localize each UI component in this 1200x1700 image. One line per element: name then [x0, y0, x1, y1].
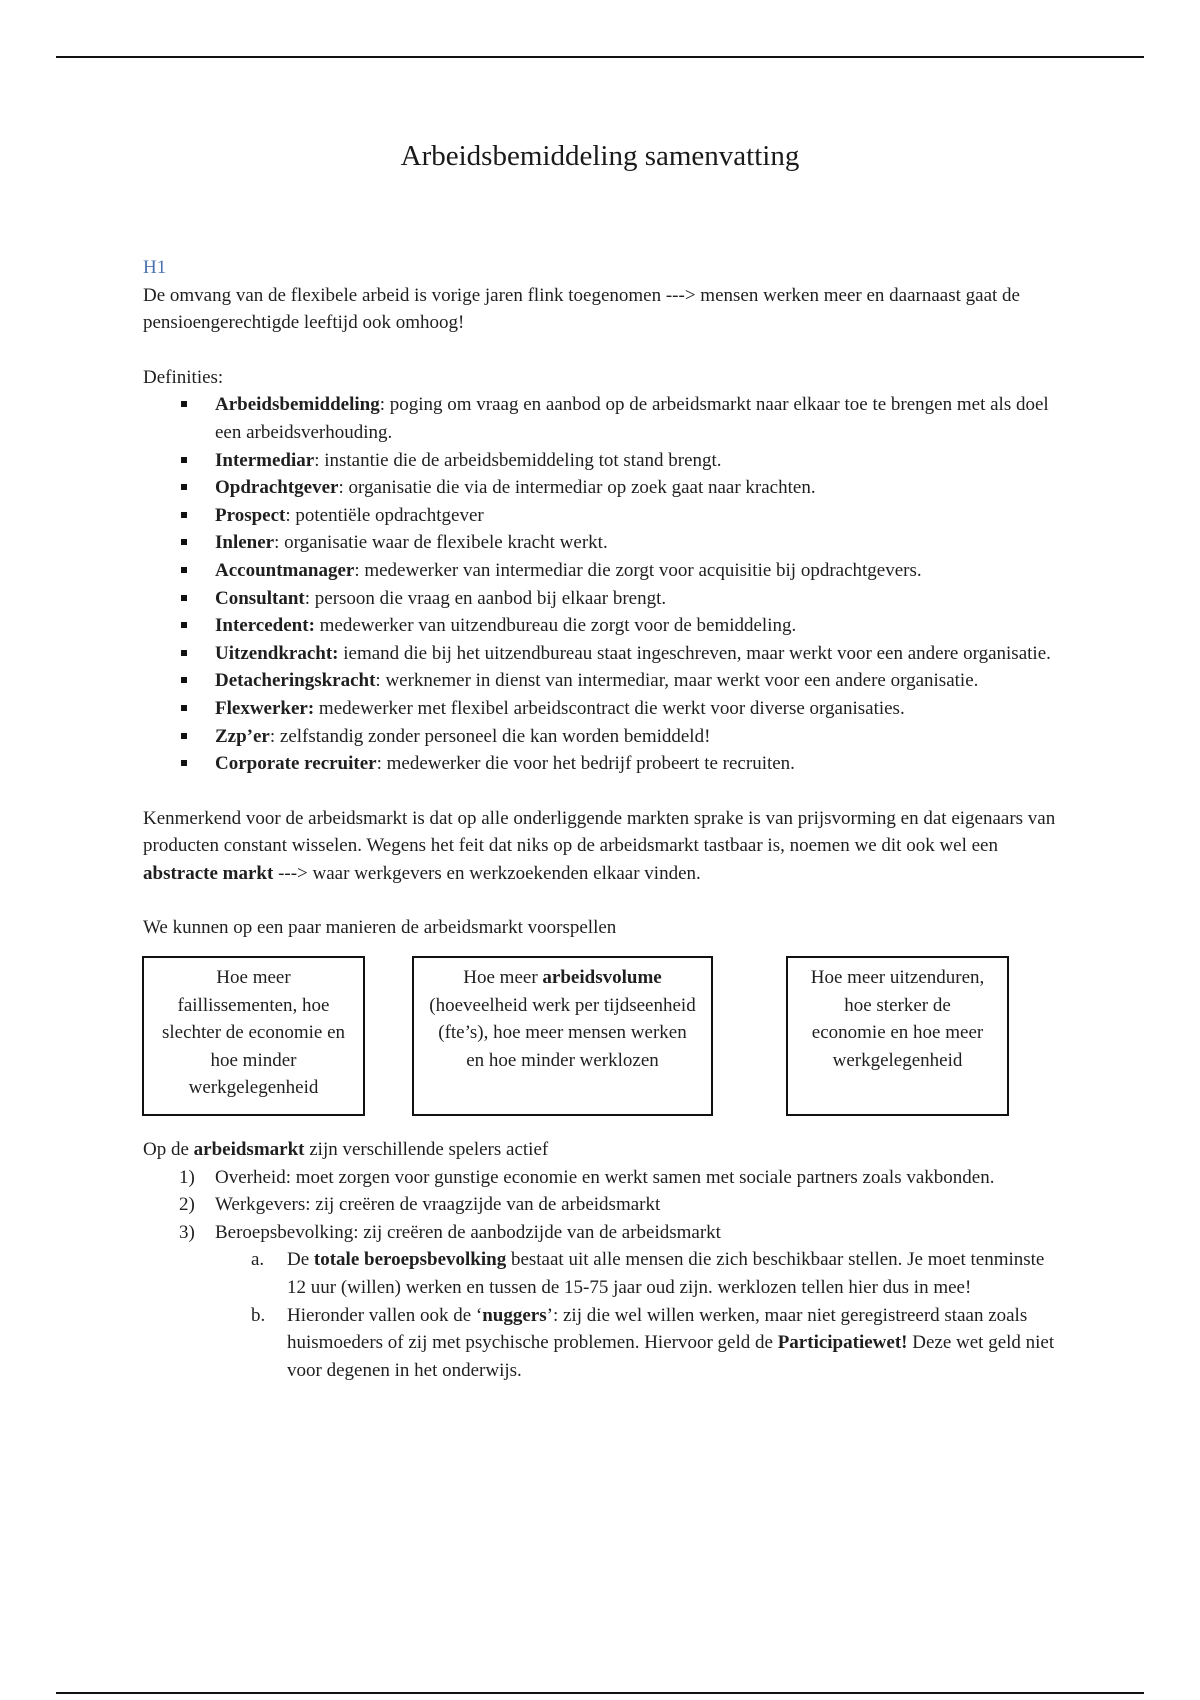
definition-item: Consultant: persoon die vraag en aanbod bij elkaar brengt.: [215, 585, 1063, 613]
prediction-box-arbeidsvolume: Hoe meer arbeidsvolume (hoeveelheid werk per tijdseenheid (fte’s), hoe meer mensen werken en hoe minder werklozen: [412, 956, 713, 1116]
definition-item: Zzp’er: zelfstandig zonder personeel die kan worden bemiddeld!: [215, 723, 1063, 751]
definition-item: Inlener: organisatie waar de flexibele kracht werkt.: [215, 529, 1063, 557]
player-item: 2) Werkgevers: zij creëren de vraagzijde van de arbeidsmarkt: [179, 1194, 661, 1216]
definitions-label: Definities:: [143, 366, 224, 388]
document-body: [143, 254, 1063, 1384]
sub-item-b: b. Hieronder vallen ook de ‘nuggers’: zij die wel willen werken, maar niet geregistreerd staan zoals huismoeders of zij met psychische problemen. Hiervoor geld de Participatiewet! Deze wet geld niet voor degenen in het onderwijs.: [251, 1304, 1055, 1381]
prediction-box-faillissementen: Hoe meer faillissementen, hoe slechter de economie en hoe minder werkgelegenheid: [142, 956, 365, 1116]
definition-item: Arbeidsbemiddeling: poging om vraag en aanbod op de arbeidsmarkt naar elkaar toe te brengen met als doel een arbeidsverhouding.: [215, 391, 1063, 446]
definition-item: Uitzendkracht: iemand die bij het uitzendbureau staat ingeschreven, maar werkt voor een andere organisatie.: [215, 640, 1063, 668]
sub-item-a: a. De totale beroepsbevolking bestaat uit alle mensen die zich beschikbaar stellen. Je moet tenminste 12 uur (willen) werken en tussen de 15-75 jaar oud zijn. werklozen tellen hier dus in mee!: [251, 1249, 1045, 1299]
page-title: Arbeidsbemiddeling samenvatting: [400, 140, 800, 172]
player-item: 1) Overheid: moet zorgen voor gunstige economie en werkt samen met sociale partners zoals vakbonden.: [179, 1166, 995, 1188]
predict-text: We kunnen op een paar manieren de arbeidsmarkt voorspellen: [143, 917, 617, 939]
prediction-boxes: [143, 956, 1063, 1122]
bottom-rule: [56, 1692, 1144, 1694]
intro-paragraph: De omvang van de flexibele arbeid is vorige jaren flink toegenomen ---> mensen werken meer en daarnaast gaat de pensioengerechtigde leeftijd ook omhoog!: [143, 284, 1020, 334]
definitions-list: [143, 391, 1063, 777]
definition-item: Intermediar: instantie die de arbeidsbemiddeling tot stand brengt.: [215, 447, 1063, 475]
player-item: 3) Beroepsbevolking: zij creëren de aanbodzijde van de arbeidsmarkt a. De totale beroepsbevolking bestaat uit alle mensen die zich beschikbaar stellen. Je moet tenminste 12 uur (willen) werken en tussen de 15-75 jaar oud zijn. werklozen tellen hier dus in mee! b. Hieronder vallen ook de ‘nuggers’: zij die wel willen werken, maar niet geregistreerd staan zoals huismoeders of zij met psychische problemen. Hiervoor geld de Participatiewet! Deze wet geld niet voor degenen in het onderwijs.: [215, 1219, 1063, 1385]
prediction-box-uitzenduren: Hoe meer uitzenduren, hoe sterker de economie en hoe meer werkgelegenheid: [786, 956, 1009, 1116]
definition-item: Accountmanager: medewerker van intermediar die zorgt voor acquisitie bij opdrachtgevers.: [215, 557, 1063, 585]
top-rule: [56, 56, 1144, 58]
market-paragraph: Kenmerkend voor de arbeidsmarkt is dat op alle onderliggende markten sprake is van prijsvorming en dat eigenaars van producten constant wisselen. Wegens het feit dat niks op de arbeidsmarkt tastbaar is, noemen we dit ook wel een abstracte markt ---> waar werkgevers en werkzoekenden elkaar vinden.: [143, 807, 1056, 884]
players-intro: Op de arbeidsmarkt zijn verschillende spelers actief: [143, 1139, 549, 1161]
definition-item: Flexwerker: medewerker met flexibel arbeidscontract die werkt voor diverse organisaties.: [215, 695, 1063, 723]
definition-item: Detacheringskracht: werknemer in dienst van intermediar, maar werkt voor een andere organisatie.: [215, 667, 1063, 695]
beroepsbevolking-sublist: [215, 1246, 1063, 1384]
definition-item: Prospect: potentiële opdrachtgever: [215, 502, 1063, 530]
players-list: [143, 1164, 1063, 1385]
definition-item: Opdrachtgever: organisatie die via de intermediar op zoek gaat naar krachten.: [215, 474, 1063, 502]
section-heading: H1: [143, 257, 167, 278]
definition-item: Corporate recruiter: medewerker die voor het bedrijf probeert te recruiten.: [215, 750, 1063, 778]
definition-item: Intercedent: medewerker van uitzendbureau die zorgt voor de bemiddeling.: [215, 612, 1063, 640]
